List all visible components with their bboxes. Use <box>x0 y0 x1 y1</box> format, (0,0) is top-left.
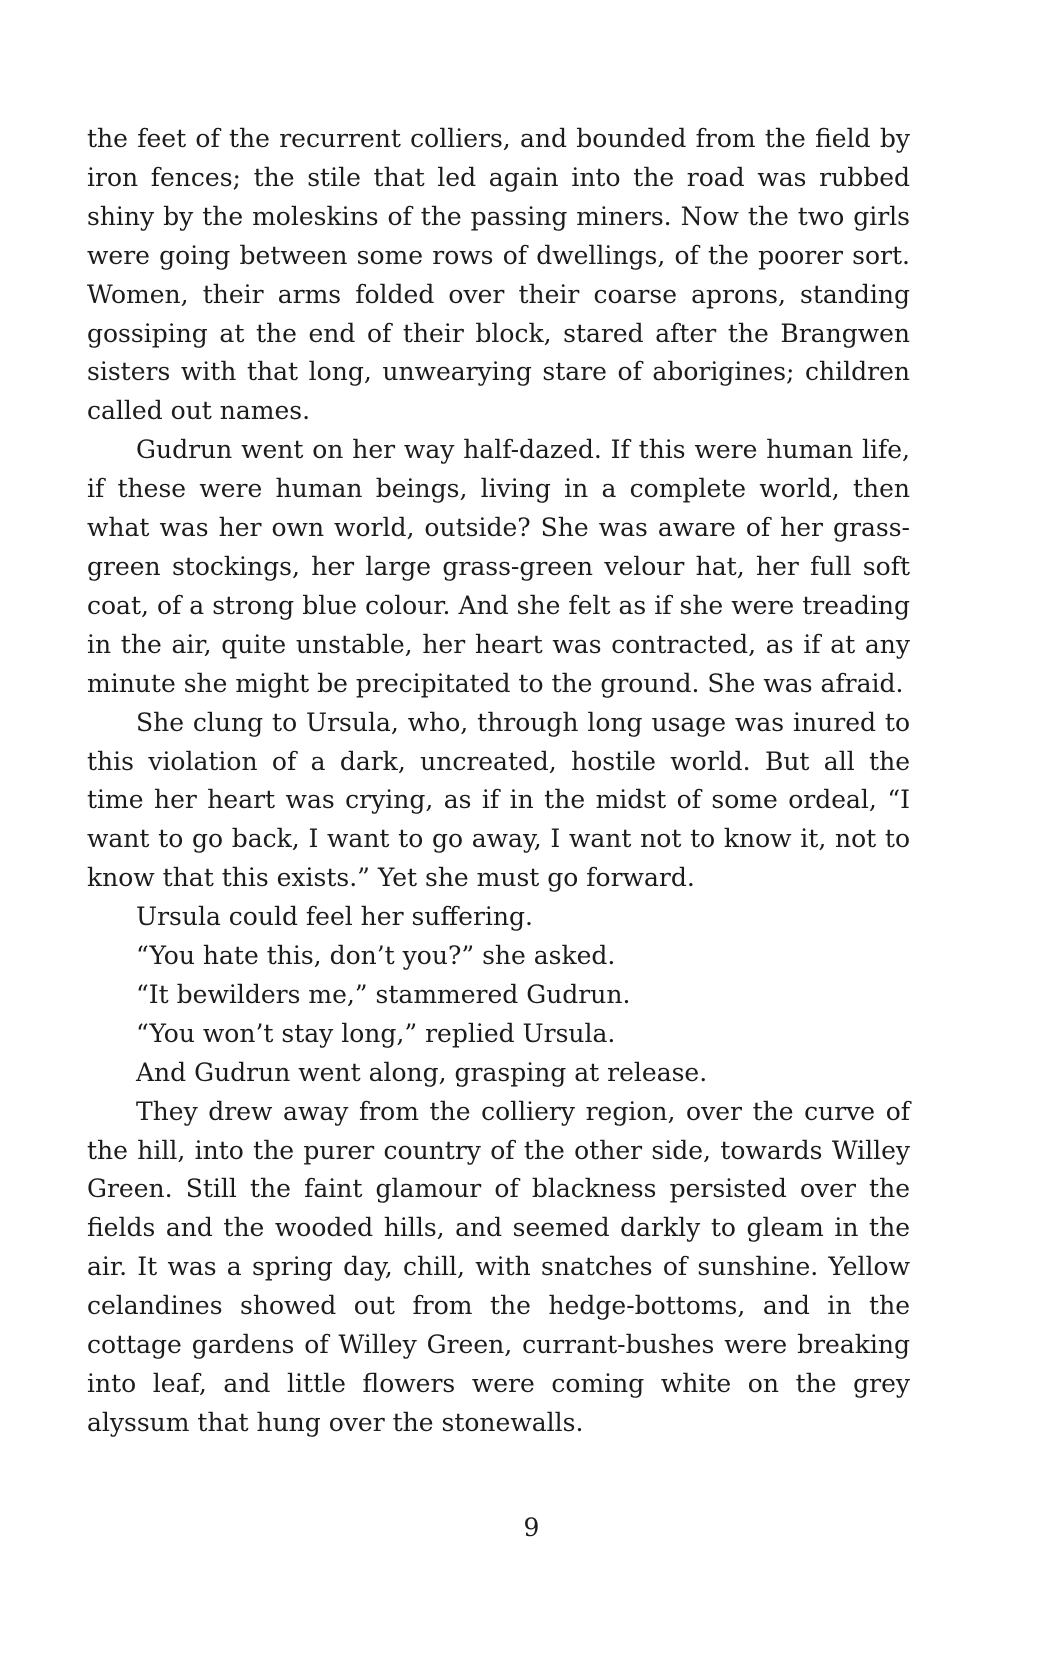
paragraph: She clung to Ursula, who, through long usage was inured to this violation of a dark, uncreated, hostile world. But all the time her heart was crying, as if in the midst of some ordeal, “I want to go back, I want to go away, I want not to know it, not to know that this exists.” Yet she must go forward. <box>87 707 910 893</box>
paragraph: “You won’t stay long,” replied Ursula. <box>136 1018 616 1048</box>
paragraph: Ursula could feel her suffering. <box>136 902 533 932</box>
paragraph: Gudrun went on her way half-dazed. If this were human life, if these were human beings, living in a complete world, then what was her own world, outside? She was aware of her grass-green stockings, her large grass-green velour hat, her full soft coat, of a strong blue colour. And she felt as if she were treading in the air, quite unstable, her heart was contracted, as if at any minute she might be precipitated to the ground. She was afraid. <box>87 435 910 698</box>
paragraph: They drew away from the colliery region, over the curve of the hill, into the purer country of the other side, towards Willey Green. Still the faint glamour of blackness persisted over the fields and the wooded hills, and seemed darkly to gleam in the air. It was a spring day, chill, with snatches of sunshine. Yellow celandines showed out from the hedge-bottoms, and in the cottage gardens of Willey Green, currant-bushes were breaking into leaf, and little flowers were coming white on the grey alyssum that hung over the stonewalls. <box>87 1096 910 1437</box>
paragraph: “You hate this, don’t you?” she asked. <box>136 941 616 971</box>
body-text <box>87 120 910 1443</box>
paragraph: And Gudrun went along, grasping at release. <box>136 1057 708 1087</box>
paragraph: the feet of the recurrent colliers, and bounded from the field by iron fences; the stile that led again into the road was rubbed shiny by the moleskins of the passing miners. Now the two girls were going between some rows of dwellings, of the poorer sort. Women, their arms folded over their coarse aprons, standing gossiping at the end of their block, stared after the Brangwen sisters with that long, unwearying stare of aborigines; children called out names. <box>87 124 910 426</box>
page-number: 9 <box>523 1513 540 1542</box>
paragraph: “It bewilders me,” stammered Gudrun. <box>136 979 631 1009</box>
